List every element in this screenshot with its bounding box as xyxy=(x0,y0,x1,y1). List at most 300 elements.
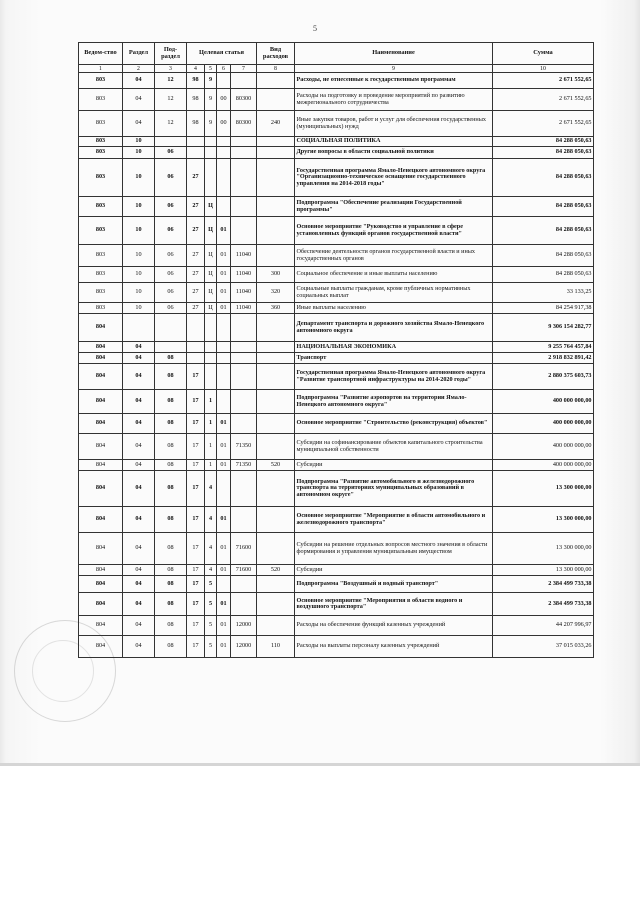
col-number: 1 xyxy=(79,65,123,73)
cell-r: 10 xyxy=(123,303,155,314)
cell-c4 xyxy=(231,471,257,507)
cell-r: 10 xyxy=(123,197,155,217)
cell-name: Социальное обеспечение и иные выплаты населению xyxy=(295,267,493,283)
cell-c2 xyxy=(205,364,217,390)
cell-c3: 01 xyxy=(217,303,231,314)
cell-c4: 11040 xyxy=(231,303,257,314)
cell-sum: 9 306 154 282,77 xyxy=(493,314,594,342)
header-row xyxy=(79,43,594,65)
cell-name: Подпрограмма "Воздушный и водный транспорт" xyxy=(295,576,493,593)
col-number: 7 xyxy=(231,65,257,73)
cell-vr xyxy=(257,471,295,507)
cell-v: 804 xyxy=(79,353,123,364)
cell-c2: 5 xyxy=(205,636,217,658)
cell-p: 06 xyxy=(155,267,187,283)
cell-c4: 71600 xyxy=(231,565,257,576)
cell-c3 xyxy=(217,147,231,159)
cell-c3: 01 xyxy=(217,460,231,471)
cell-c3 xyxy=(217,576,231,593)
cell-c4: 71600 xyxy=(231,533,257,565)
cell-v: 803 xyxy=(79,217,123,245)
table-row xyxy=(79,137,594,147)
cell-v: 803 xyxy=(79,283,123,303)
header-vedomstvo: Ведом-ство xyxy=(79,43,123,65)
cell-p: 08 xyxy=(155,593,187,616)
cell-p: 06 xyxy=(155,303,187,314)
cell-c4: 12000 xyxy=(231,636,257,658)
table-row xyxy=(79,507,594,533)
table-row xyxy=(79,303,594,314)
page-number: 5 xyxy=(313,24,317,33)
cell-p: 08 xyxy=(155,434,187,460)
cell-c3: 01 xyxy=(217,245,231,267)
col-number: 2 xyxy=(123,65,155,73)
table-body xyxy=(79,73,594,658)
cell-v: 804 xyxy=(79,414,123,434)
cell-c3 xyxy=(217,159,231,197)
cell-sum: 400 000 000,00 xyxy=(493,390,594,414)
scan-edge xyxy=(0,763,640,766)
cell-name: Департамент транспорта и дорожного хозяйства Ямало-Ненецкого автономного округа xyxy=(295,314,493,342)
cell-vr: 520 xyxy=(257,565,295,576)
cell-r: 04 xyxy=(123,576,155,593)
cell-c4 xyxy=(231,593,257,616)
cell-v: 803 xyxy=(79,89,123,111)
col-number: 5 xyxy=(205,65,217,73)
cell-sum: 84 288 050,63 xyxy=(493,217,594,245)
cell-vr xyxy=(257,353,295,364)
cell-r: 04 xyxy=(123,434,155,460)
cell-sum: 37 015 033,26 xyxy=(493,636,594,658)
table-row xyxy=(79,147,594,159)
cell-c4 xyxy=(231,576,257,593)
cell-r xyxy=(123,314,155,342)
cell-c2 xyxy=(205,137,217,147)
cell-r: 04 xyxy=(123,353,155,364)
cell-sum: 84 288 050,63 xyxy=(493,147,594,159)
cell-c1: 27 xyxy=(187,303,205,314)
cell-p: 06 xyxy=(155,245,187,267)
cell-sum: 84 288 050,63 xyxy=(493,159,594,197)
cell-c4: 71350 xyxy=(231,434,257,460)
cell-vr: 300 xyxy=(257,267,295,283)
cell-p: 12 xyxy=(155,89,187,111)
cell-p: 06 xyxy=(155,217,187,245)
cell-vr xyxy=(257,533,295,565)
table-row xyxy=(79,460,594,471)
cell-r: 04 xyxy=(123,565,155,576)
cell-c2: Ц xyxy=(205,303,217,314)
col-number: 8 xyxy=(257,65,295,73)
table-row xyxy=(79,217,594,245)
cell-c1: 17 xyxy=(187,636,205,658)
cell-r: 04 xyxy=(123,460,155,471)
cell-vr xyxy=(257,364,295,390)
cell-c1: 27 xyxy=(187,245,205,267)
cell-sum: 13 300 000,00 xyxy=(493,507,594,533)
cell-r: 10 xyxy=(123,283,155,303)
cell-vr xyxy=(257,217,295,245)
col-number: 6 xyxy=(217,65,231,73)
cell-c3 xyxy=(217,364,231,390)
cell-v: 803 xyxy=(79,73,123,89)
cell-c4 xyxy=(231,159,257,197)
cell-c1: 17 xyxy=(187,593,205,616)
cell-c1: 17 xyxy=(187,507,205,533)
table-row xyxy=(79,342,594,353)
cell-name: Расходы на обеспечение функций казенных учреждений xyxy=(295,616,493,636)
table-row xyxy=(79,353,594,364)
cell-c2: 5 xyxy=(205,576,217,593)
cell-sum: 2 671 552,65 xyxy=(493,111,594,137)
cell-name: Основное мероприятие "Строительство (реконструкция) объектов" xyxy=(295,414,493,434)
cell-p: 06 xyxy=(155,147,187,159)
cell-sum: 2 671 552,65 xyxy=(493,89,594,111)
cell-c2 xyxy=(205,159,217,197)
cell-p: 06 xyxy=(155,197,187,217)
cell-c1: 17 xyxy=(187,565,205,576)
table-row xyxy=(79,471,594,507)
table-row xyxy=(79,434,594,460)
cell-sum: 84 288 050,63 xyxy=(493,137,594,147)
cell-name: Основное мероприятие "Мероприятие в области автомобильного и железнодорожного транспорта" xyxy=(295,507,493,533)
cell-c2: Ц xyxy=(205,245,217,267)
cell-c4 xyxy=(231,147,257,159)
cell-c2: 1 xyxy=(205,390,217,414)
cell-vr xyxy=(257,147,295,159)
cell-c2: 4 xyxy=(205,507,217,533)
cell-name: Субсидии xyxy=(295,460,493,471)
cell-c3: 01 xyxy=(217,217,231,245)
header-podrazdel: Под-раздел xyxy=(155,43,187,65)
cell-v: 804 xyxy=(79,565,123,576)
cell-name: Подпрограмма "Обеспечение реализации Государственной программы" xyxy=(295,197,493,217)
table-row xyxy=(79,245,594,267)
cell-name: Подпрограмма "Развитие автомобильного и железнодорожного транспорта на территориях муниципальных образований в автономном округе" xyxy=(295,471,493,507)
cell-c4: 80300 xyxy=(231,111,257,137)
cell-r: 10 xyxy=(123,159,155,197)
cell-r: 04 xyxy=(123,507,155,533)
cell-name: Расходы на подготовку и проведение мероприятий по развитию межрегионального сотрудничества xyxy=(295,89,493,111)
cell-vr xyxy=(257,616,295,636)
cell-p: 12 xyxy=(155,73,187,89)
cell-c4 xyxy=(231,414,257,434)
cell-v: 804 xyxy=(79,616,123,636)
cell-v: 804 xyxy=(79,636,123,658)
cell-p xyxy=(155,342,187,353)
cell-name: Субсидии на решение отдельных вопросов местного значения в области формирования и управления муниципальным имуществом xyxy=(295,533,493,565)
cell-vr xyxy=(257,434,295,460)
cell-v: 803 xyxy=(79,197,123,217)
cell-c3: 01 xyxy=(217,593,231,616)
cell-c1: 17 xyxy=(187,533,205,565)
cell-r: 04 xyxy=(123,342,155,353)
cell-v: 804 xyxy=(79,390,123,414)
cell-c4: 11040 xyxy=(231,267,257,283)
cell-name: Транспорт xyxy=(295,353,493,364)
cell-c3: 01 xyxy=(217,267,231,283)
cell-vr: 520 xyxy=(257,460,295,471)
cell-p: 08 xyxy=(155,353,187,364)
cell-p: 12 xyxy=(155,111,187,137)
cell-c1: 17 xyxy=(187,364,205,390)
cell-sum: 84 288 050,63 xyxy=(493,197,594,217)
cell-c1: 98 xyxy=(187,111,205,137)
header-razdel: Раздел xyxy=(123,43,155,65)
cell-name: СОЦИАЛЬНАЯ ПОЛИТИКА xyxy=(295,137,493,147)
cell-c3 xyxy=(217,471,231,507)
cell-c3 xyxy=(217,137,231,147)
cell-name: Государственная программа Ямало-Ненецкого автономного округа "Развитие транспортной инфраструктуры на 2014-2020 годы" xyxy=(295,364,493,390)
cell-r: 04 xyxy=(123,471,155,507)
cell-c2: 9 xyxy=(205,89,217,111)
cell-sum: 400 000 000,00 xyxy=(493,460,594,471)
cell-c4: 11040 xyxy=(231,283,257,303)
cell-sum: 33 133,25 xyxy=(493,283,594,303)
table-row xyxy=(79,267,594,283)
cell-c2: 5 xyxy=(205,593,217,616)
cell-c3 xyxy=(217,353,231,364)
cell-c2 xyxy=(205,353,217,364)
table-row xyxy=(79,111,594,137)
cell-r: 04 xyxy=(123,533,155,565)
cell-sum: 400 000 000,00 xyxy=(493,434,594,460)
cell-name: Субсидии на софинансирование объектов капитального строительства муниципальной собственности xyxy=(295,434,493,460)
cell-c3: 01 xyxy=(217,565,231,576)
cell-c4 xyxy=(231,507,257,533)
cell-v: 804 xyxy=(79,593,123,616)
cell-c4 xyxy=(231,390,257,414)
cell-r: 10 xyxy=(123,147,155,159)
cell-c2: Ц xyxy=(205,267,217,283)
cell-r: 10 xyxy=(123,137,155,147)
cell-vr: 360 xyxy=(257,303,295,314)
cell-vr xyxy=(257,89,295,111)
cell-sum: 13 300 000,00 xyxy=(493,471,594,507)
cell-c1: 17 xyxy=(187,471,205,507)
cell-c3: 01 xyxy=(217,414,231,434)
cell-r: 04 xyxy=(123,73,155,89)
cell-c2: 1 xyxy=(205,460,217,471)
cell-name: Расходы, не отнесенные к государственным программам xyxy=(295,73,493,89)
cell-sum: 2 671 552,65 xyxy=(493,73,594,89)
cell-c2: Ц xyxy=(205,283,217,303)
cell-r: 04 xyxy=(123,414,155,434)
cell-c3: 01 xyxy=(217,283,231,303)
cell-c2: 1 xyxy=(205,434,217,460)
cell-p: 08 xyxy=(155,364,187,390)
cell-name: Расходы на выплаты персоналу казенных учреждений xyxy=(295,636,493,658)
cell-sum: 84 254 917,38 xyxy=(493,303,594,314)
cell-c4 xyxy=(231,73,257,89)
cell-vr xyxy=(257,197,295,217)
cell-c2: 4 xyxy=(205,533,217,565)
cell-r: 04 xyxy=(123,593,155,616)
header-vid-rashodov: Вид расходов xyxy=(257,43,295,65)
cell-v: 804 xyxy=(79,342,123,353)
cell-name: НАЦИОНАЛЬНАЯ ЭКОНОМИКА xyxy=(295,342,493,353)
cell-name: Другие вопросы в области социальной политики xyxy=(295,147,493,159)
cell-p xyxy=(155,314,187,342)
cell-c1: 17 xyxy=(187,434,205,460)
cell-v: 804 xyxy=(79,460,123,471)
cell-c1 xyxy=(187,314,205,342)
cell-c2 xyxy=(205,147,217,159)
cell-c2: Ц xyxy=(205,197,217,217)
cell-vr xyxy=(257,342,295,353)
cell-sum: 400 000 000,00 xyxy=(493,414,594,434)
cell-c3 xyxy=(217,342,231,353)
cell-p: 08 xyxy=(155,414,187,434)
cell-name: Основное мероприятие "Мероприятия в области водного и воздушного транспорта" xyxy=(295,593,493,616)
table-row xyxy=(79,593,594,616)
table-row xyxy=(79,390,594,414)
cell-c1: 98 xyxy=(187,89,205,111)
col-number: 9 xyxy=(295,65,493,73)
table-row xyxy=(79,73,594,89)
cell-r: 10 xyxy=(123,245,155,267)
cell-c2: Ц xyxy=(205,217,217,245)
cell-c4: 11040 xyxy=(231,245,257,267)
table-row xyxy=(79,636,594,658)
cell-sum: 9 255 764 457,84 xyxy=(493,342,594,353)
cell-c3 xyxy=(217,197,231,217)
cell-vr xyxy=(257,137,295,147)
cell-vr xyxy=(257,73,295,89)
cell-v: 804 xyxy=(79,507,123,533)
cell-r: 04 xyxy=(123,636,155,658)
cell-vr xyxy=(257,159,295,197)
cell-vr: 240 xyxy=(257,111,295,137)
cell-sum: 2 880 375 603,73 xyxy=(493,364,594,390)
cell-v: 804 xyxy=(79,364,123,390)
cell-name: Социальные выплаты гражданам, кроме публичных нормативных социальных выплат xyxy=(295,283,493,303)
cell-c1: 27 xyxy=(187,197,205,217)
cell-v: 803 xyxy=(79,245,123,267)
cell-c2 xyxy=(205,342,217,353)
cell-c2: 9 xyxy=(205,73,217,89)
cell-p: 06 xyxy=(155,283,187,303)
table-row xyxy=(79,533,594,565)
cell-sum: 84 288 050,63 xyxy=(493,267,594,283)
cell-vr xyxy=(257,576,295,593)
cell-v: 804 xyxy=(79,533,123,565)
cell-c1 xyxy=(187,342,205,353)
cell-p: 08 xyxy=(155,576,187,593)
header-naimenovanie: Наименование xyxy=(295,43,493,65)
cell-name: Иные закупки товаров, работ и услуг для обеспечения государственных (муниципальных) нужд xyxy=(295,111,493,137)
cell-name: Иные выплаты населению xyxy=(295,303,493,314)
cell-name: Основное мероприятие "Руководство и управление в сфере установленных функций органов государственной власти" xyxy=(295,217,493,245)
cell-c1: 17 xyxy=(187,390,205,414)
table-row xyxy=(79,576,594,593)
cell-p: 08 xyxy=(155,616,187,636)
cell-p: 08 xyxy=(155,390,187,414)
cell-c1: 17 xyxy=(187,616,205,636)
cell-c4 xyxy=(231,197,257,217)
cell-vr: 320 xyxy=(257,283,295,303)
table-row xyxy=(79,314,594,342)
cell-vr: 110 xyxy=(257,636,295,658)
table-row xyxy=(79,565,594,576)
cell-c1 xyxy=(187,137,205,147)
cell-c1 xyxy=(187,353,205,364)
cell-c4 xyxy=(231,137,257,147)
col-number: 3 xyxy=(155,65,187,73)
cell-sum: 44 207 996,97 xyxy=(493,616,594,636)
table-row xyxy=(79,616,594,636)
cell-c2: 9 xyxy=(205,111,217,137)
cell-p: 08 xyxy=(155,565,187,576)
cell-r: 04 xyxy=(123,616,155,636)
cell-v: 804 xyxy=(79,471,123,507)
cell-v: 803 xyxy=(79,137,123,147)
cell-r: 04 xyxy=(123,89,155,111)
cell-vr xyxy=(257,507,295,533)
table-row xyxy=(79,89,594,111)
cell-c2: 4 xyxy=(205,565,217,576)
cell-c1: 27 xyxy=(187,283,205,303)
cell-c2: 4 xyxy=(205,471,217,507)
cell-name: Обеспечение деятельности органов государственной власти и иных государственных органов xyxy=(295,245,493,267)
cell-sum: 13 300 000,00 xyxy=(493,565,594,576)
header-summa: Сумма xyxy=(493,43,594,65)
cell-c3: 00 xyxy=(217,89,231,111)
cell-vr xyxy=(257,245,295,267)
cell-name: Субсидии xyxy=(295,565,493,576)
cell-c1: 17 xyxy=(187,460,205,471)
cell-c4 xyxy=(231,353,257,364)
cell-c3: 01 xyxy=(217,533,231,565)
table-row xyxy=(79,283,594,303)
cell-name: Государственная программа Ямало-Ненецкого автономного округа "Организационно-техническое оснащение государственного управления на 2014-2018 годы" xyxy=(295,159,493,197)
cell-vr xyxy=(257,414,295,434)
cell-p: 08 xyxy=(155,471,187,507)
cell-sum: 13 300 000,00 xyxy=(493,533,594,565)
cell-c1: 17 xyxy=(187,576,205,593)
cell-c4: 71350 xyxy=(231,460,257,471)
cell-p: 08 xyxy=(155,533,187,565)
cell-v: 803 xyxy=(79,111,123,137)
cell-vr xyxy=(257,390,295,414)
cell-sum: 84 288 050,63 xyxy=(493,245,594,267)
cell-v: 804 xyxy=(79,434,123,460)
cell-c4 xyxy=(231,364,257,390)
cell-r: 04 xyxy=(123,111,155,137)
cell-c1 xyxy=(187,147,205,159)
cell-c4 xyxy=(231,342,257,353)
cell-c3 xyxy=(217,314,231,342)
cell-v: 804 xyxy=(79,314,123,342)
cell-c3: 01 xyxy=(217,636,231,658)
cell-c1: 27 xyxy=(187,159,205,197)
cell-c3: 01 xyxy=(217,616,231,636)
cell-p: 08 xyxy=(155,507,187,533)
cell-c3 xyxy=(217,73,231,89)
cell-vr xyxy=(257,593,295,616)
cell-r: 04 xyxy=(123,390,155,414)
cell-p: 06 xyxy=(155,159,187,197)
cell-r: 10 xyxy=(123,217,155,245)
cell-sum: 2 384 499 733,38 xyxy=(493,593,594,616)
column-number-row xyxy=(79,65,594,73)
budget-table xyxy=(78,42,594,658)
col-number: 10 xyxy=(493,65,594,73)
cell-c1: 17 xyxy=(187,414,205,434)
cell-c4 xyxy=(231,314,257,342)
cell-c2 xyxy=(205,314,217,342)
cell-c3: 00 xyxy=(217,111,231,137)
